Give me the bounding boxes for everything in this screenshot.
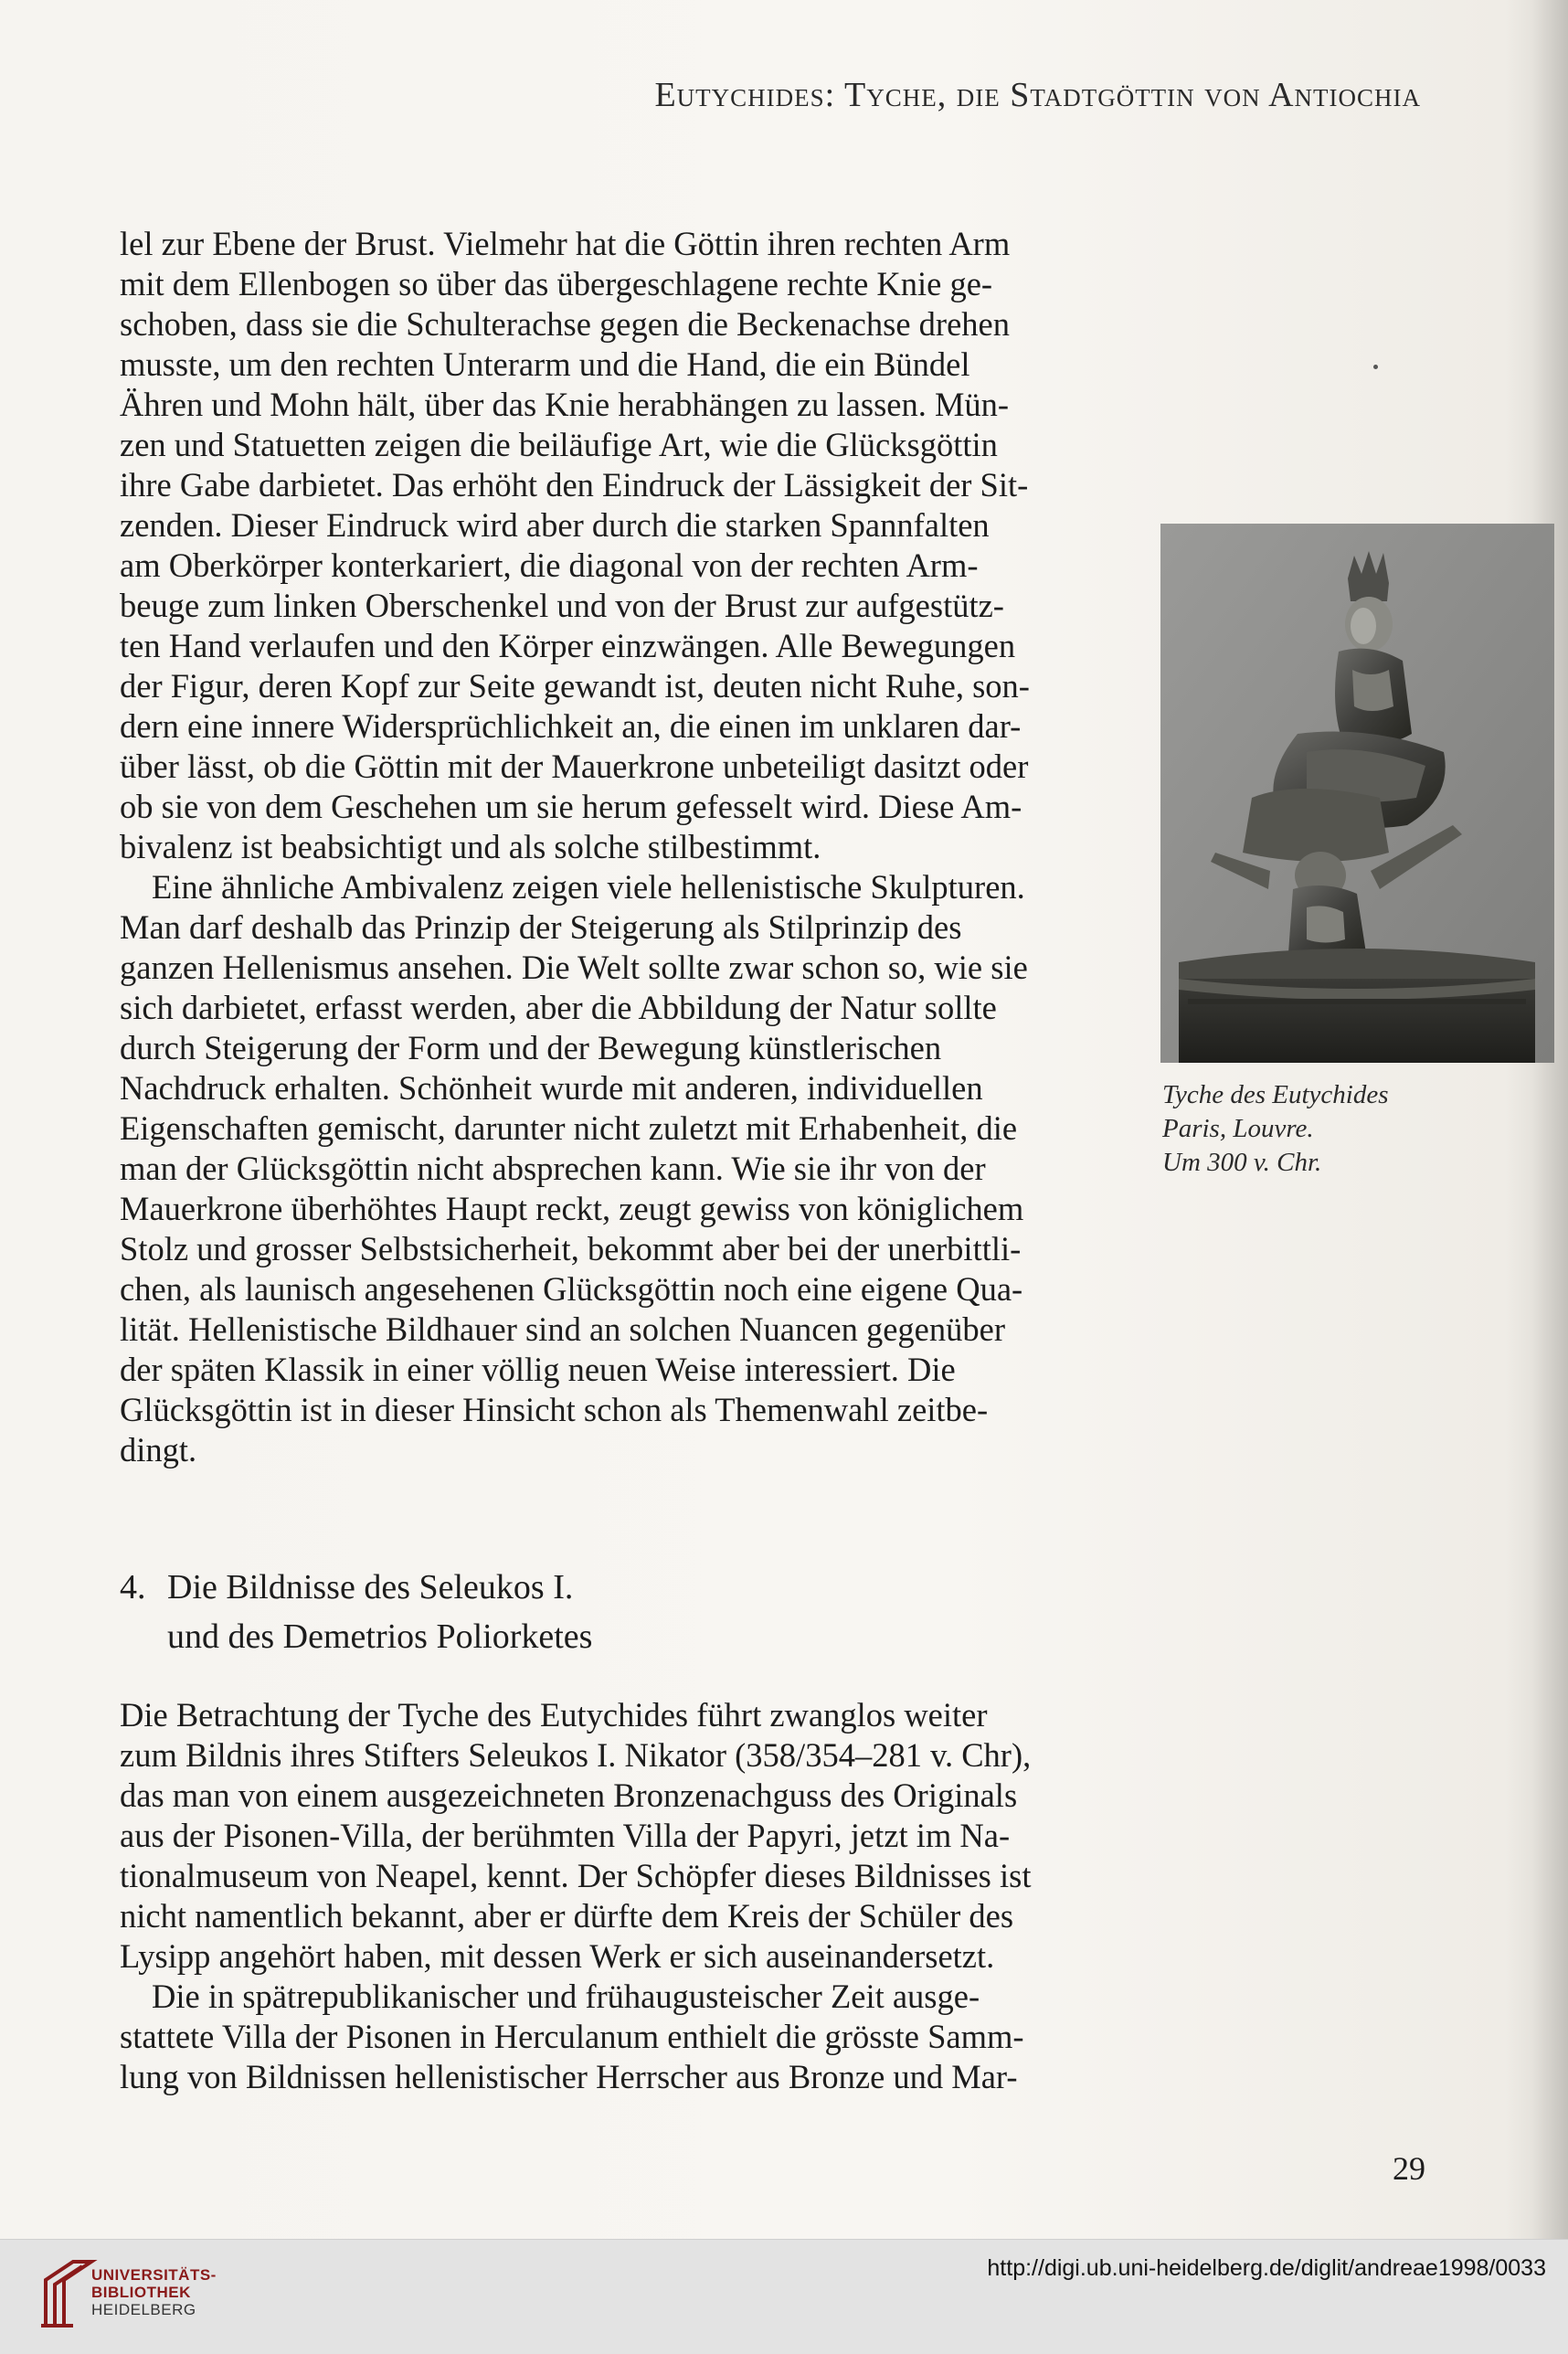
text-line: man der Glücksgöttin nicht absprechen kann. Wie sie ihr von der — [120, 1150, 986, 1187]
text-line: Stolz und grosser Selbstsicherheit, bekommt aber bei der unerbittli- — [120, 1230, 1022, 1267]
text-line: zenden. Dieser Eindruck wird aber durch die starken Spannfalten — [120, 506, 990, 544]
text-line: das man von einem ausgezeichneten Bronzenachguss des Originals — [120, 1776, 1018, 1814]
page-edge-shadow — [1531, 0, 1568, 2239]
text-line: ihre Gabe darbietet. Das erhöht den Eindruck der Lässigkeit der Sit- — [120, 466, 1029, 504]
text-line: durch Steigerung der Form und der Bewegung künstlerischen — [120, 1029, 942, 1066]
text-line: der Figur, deren Kopf zur Seite gewandt ist, deuten nicht Ruhe, son- — [120, 667, 1030, 705]
text-line: stattete Villa der Pisonen in Herculanum enthielt die grösste Samm- — [120, 2018, 1024, 2055]
paragraph — [120, 867, 1111, 1470]
text-line: Lysipp angehört haben, mit dessen Werk er sich auseinandersetzt. — [120, 1937, 995, 1975]
body-text-top — [120, 224, 1111, 1470]
text-line: ganzen Hellenismus ansehen. Die Welt sollte zwar schon so, wie sie — [120, 949, 1028, 986]
figure-caption — [1162, 1078, 1491, 1180]
statue-image — [1160, 524, 1554, 1063]
text-line: dingt. — [120, 1431, 197, 1469]
paragraph — [120, 1977, 1111, 2097]
text-line: Man darf deshalb das Prinzip der Steigerung als Stilprinzip des — [120, 908, 962, 946]
caption-line1: Tyche des Eutychides — [1162, 1080, 1389, 1109]
text-line: Die in spätrepublikanischer und frühaugusteischer Zeit ausge- — [152, 1978, 980, 2015]
text-line: Mauerkrone überhöhtes Haupt reckt, zeugt gewiss von königlichem — [120, 1190, 1024, 1227]
library-logo-text — [91, 2266, 217, 2318]
text-line: tionalmuseum von Neapel, kennt. Der Schöpfer dieses Bildnisses ist — [120, 1857, 1032, 1894]
text-line: aus der Pisonen-Villa, der berühmten Villa der Papyri, jetzt im Na- — [120, 1817, 1011, 1854]
text-line: lität. Hellenistische Bildhauer sind an solchen Nuancen gegenüber — [120, 1310, 1005, 1348]
text-line: ten Hand verlaufen und den Körper einzwängen. Alle Bewegungen — [120, 627, 1016, 664]
text-line: Ähren und Mohn hält, über das Knie herabhängen zu lassen. Mün- — [120, 386, 1010, 423]
text-line: beuge zum linken Oberschenkel und von der Brust zur aufgestütz- — [120, 587, 1004, 624]
caption-line2: Paris, Louvre. — [1162, 1114, 1314, 1143]
text-line: bivalenz ist beabsichtigt und als solche stilbestimmt. — [120, 828, 821, 865]
text-line: mit dem Ellenbogen so über das übergeschlagene rechte Knie ge- — [120, 265, 993, 302]
text-line: zen und Statuetten zeigen die beiläufige Art, wie die Glücksgöttin — [120, 426, 998, 463]
text-line: dern eine innere Widersprüchlichkeit an, die einen im unklaren dar- — [120, 707, 1022, 745]
permalink-url[interactable]: http://digi.ub.uni-heidelberg.de/diglit/andreae1998/0033 — [987, 2255, 1546, 2281]
section-title-line2: und des Demetrios Poliorketes — [167, 1617, 593, 1656]
text-line: sich darbietet, erfasst werden, aber die Abbildung der Natur sollte — [120, 989, 997, 1026]
text-line: zum Bildnis ihres Stifters Seleukos I. Nikator (358/354–281 v. Chr), — [120, 1736, 1032, 1774]
logo-line2: BIBLIOTHEK — [91, 2284, 191, 2301]
text-line: chen, als launisch angesehenen Glücksgöttin noch eine eigene Qua- — [120, 1270, 1023, 1308]
text-line: schoben, dass sie die Schulterachse gegen die Beckenachse drehen — [120, 305, 1010, 343]
scan-speck — [1373, 365, 1378, 369]
text-line: Eine ähnliche Ambivalenz zeigen viele hellenistische Skulpturen. — [152, 868, 1025, 906]
section-title-line1: Die Bildnisse des Seleukos I. — [167, 1568, 574, 1606]
body-text-bottom — [120, 1695, 1111, 2097]
text-line: Eigenschaften gemischt, darunter nicht zuletzt mit Erhabenheit, die — [120, 1109, 1018, 1147]
text-line: lung von Bildnissen hellenistischer Herrscher aus Bronze und Mar- — [120, 2058, 1018, 2095]
text-line: der späten Klassik in einer völlig neuen Weise interessiert. Die — [120, 1351, 956, 1388]
text-line: Nachdruck erhalten. Schönheit wurde mit anderen, individuellen — [120, 1069, 983, 1107]
text-line: lel zur Ebene der Brust. Vielmehr hat die Göttin ihren rechten Arm — [120, 225, 1011, 262]
paragraph — [120, 1695, 1111, 1977]
text-line: Glücksgöttin ist in dieser Hinsicht schon als Themenwahl zeitbe- — [120, 1391, 989, 1428]
text-line: Die Betrachtung der Tyche des Eutychides führt zwanglos weiter — [120, 1696, 988, 1734]
text-line: am Oberkörper konterkariert, die diagonal von der rechten Arm- — [120, 546, 979, 584]
logo-line1: UNIVERSITÄTS- — [91, 2266, 217, 2284]
page-number: 29 — [1393, 2150, 1425, 2187]
section-number: 4. — [120, 1568, 146, 1606]
text-line: musste, um den rechten Unterarm und die Hand, die ein Bündel — [120, 345, 970, 383]
text-line: ob sie von dem Geschehen um sie herum gefesselt wird. Diese Am- — [120, 788, 1022, 825]
caption-line3: Um 300 v. Chr. — [1162, 1148, 1322, 1177]
running-head: Eutychides: Tyche, die Stadtgöttin von Antiochia — [654, 76, 1421, 114]
logo-line3: HEIDELBERG — [91, 2301, 196, 2318]
paragraph — [120, 224, 1111, 867]
text-line: über lässt, ob die Göttin mit der Mauerkrone unbeteiligt dasitzt oder — [120, 748, 1029, 785]
text-line: nicht namentlich bekannt, aber er dürfte dem Kreis der Schüler des — [120, 1897, 1014, 1935]
tyche-statue-photo — [1160, 524, 1554, 1063]
section-heading — [120, 1563, 1111, 1661]
